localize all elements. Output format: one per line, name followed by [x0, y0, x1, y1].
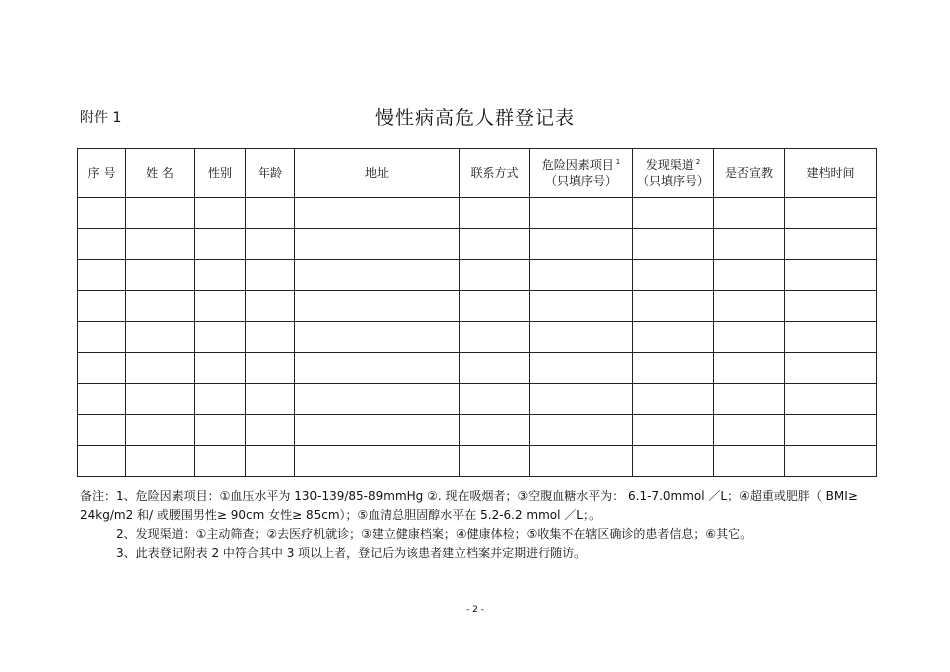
notes — [80, 487, 880, 563]
table-row — [78, 353, 877, 384]
table-cell[interactable] — [714, 229, 785, 260]
table-row — [78, 384, 877, 415]
table-cell[interactable] — [78, 353, 126, 384]
table-row — [78, 260, 877, 291]
table-cell[interactable] — [295, 198, 460, 229]
table-cell[interactable] — [714, 353, 785, 384]
table-header-row — [78, 149, 877, 198]
col-header-discovery-channel: 发现渠道 $^2$ （只填序号） — [633, 149, 714, 198]
table-cell[interactable] — [295, 229, 460, 260]
table-cell[interactable] — [530, 229, 633, 260]
table-cell[interactable] — [295, 415, 460, 446]
table-row — [78, 322, 877, 353]
col-header-serial: 序 号 — [78, 149, 126, 198]
table-cell[interactable] — [78, 260, 126, 291]
page-number: - 2 - — [466, 605, 484, 615]
table-cell[interactable] — [126, 229, 195, 260]
table-cell[interactable] — [195, 353, 246, 384]
table-cell[interactable] — [460, 198, 530, 229]
table-cell[interactable] — [530, 384, 633, 415]
table-cell[interactable] — [126, 446, 195, 477]
table-row — [78, 229, 877, 260]
table-cell[interactable] — [530, 322, 633, 353]
table-cell[interactable] — [195, 415, 246, 446]
table-cell[interactable] — [530, 446, 633, 477]
table-cell[interactable] — [714, 260, 785, 291]
table-cell[interactable] — [195, 322, 246, 353]
note-line-2: 24kg/m2 和/ 或腰围男性≥ 90cm 女性≥ 85cm）；⑤血清总胆固醇水平在 5.2-6.2 mmol ／L；。 — [80, 508, 601, 522]
table-cell[interactable] — [295, 446, 460, 477]
table-cell[interactable] — [295, 260, 460, 291]
table-cell[interactable] — [78, 446, 126, 477]
table-cell[interactable] — [633, 384, 714, 415]
table-cell[interactable] — [530, 198, 633, 229]
table-cell[interactable] — [460, 322, 530, 353]
col-header-address: 地址 — [295, 149, 460, 198]
col-header-education: 是否宣教 — [714, 149, 785, 198]
table-cell[interactable] — [460, 446, 530, 477]
table-cell[interactable] — [195, 291, 246, 322]
note-line-3: 2、发现渠道：①主动筛查；②去医疗机就诊；③建立健康档案；④健康体检；⑤收集不在辖区确诊的患者信息；⑥其它。 — [116, 527, 753, 541]
table-cell[interactable] — [78, 198, 126, 229]
table-cell[interactable] — [78, 415, 126, 446]
col-header-name: 姓 名 — [126, 149, 195, 198]
table-cell[interactable] — [246, 229, 295, 260]
table-cell[interactable] — [714, 291, 785, 322]
table-cell[interactable] — [714, 415, 785, 446]
table-cell[interactable] — [78, 322, 126, 353]
table-cell[interactable] — [460, 353, 530, 384]
table-cell[interactable] — [78, 384, 126, 415]
table-cell[interactable] — [195, 446, 246, 477]
table-cell[interactable] — [633, 260, 714, 291]
table-cell[interactable] — [195, 229, 246, 260]
table-cell[interactable] — [530, 415, 633, 446]
note-line-1: 备注：1、危险因素项目：①血压水平为 130-139/85-89mmHg ②. 现在吸烟者；③空腹血糖水平为： 6.1-7.0mmol ／L；④超重或肥胖（ BMI≥ — [80, 489, 858, 503]
table-cell[interactable] — [785, 446, 877, 477]
table-cell[interactable] — [460, 291, 530, 322]
table-cell[interactable] — [785, 353, 877, 384]
table-cell[interactable] — [633, 322, 714, 353]
table-cell[interactable] — [246, 353, 295, 384]
table-row — [78, 291, 877, 322]
table-cell[interactable] — [633, 198, 714, 229]
table-cell[interactable] — [295, 384, 460, 415]
registration-table — [77, 148, 877, 477]
table-row — [78, 415, 877, 446]
table-cell[interactable] — [714, 198, 785, 229]
table-cell[interactable] — [785, 198, 877, 229]
page-title: 慢性病高危人群登记表 — [374, 107, 575, 129]
table-cell[interactable] — [460, 415, 530, 446]
table-cell[interactable] — [633, 291, 714, 322]
table-cell[interactable] — [126, 260, 195, 291]
table-cell[interactable] — [195, 198, 246, 229]
table-cell[interactable] — [714, 446, 785, 477]
table-cell[interactable] — [195, 384, 246, 415]
table-cell[interactable] — [633, 446, 714, 477]
col-header-risk-factors: 危险因素项目 $^1$ （只填序号） — [530, 149, 633, 198]
table-cell[interactable] — [246, 446, 295, 477]
table-row — [78, 446, 877, 477]
table-cell[interactable] — [785, 384, 877, 415]
table-cell[interactable] — [246, 260, 295, 291]
attachment-label: 附件 1 — [80, 110, 122, 126]
table-cell[interactable] — [78, 229, 126, 260]
table-cell[interactable] — [530, 291, 633, 322]
table-cell[interactable] — [295, 291, 460, 322]
table-cell[interactable] — [126, 384, 195, 415]
table-cell[interactable] — [295, 322, 460, 353]
table-cell[interactable] — [126, 353, 195, 384]
col-header-age: 年龄 — [246, 149, 295, 198]
table-cell[interactable] — [530, 353, 633, 384]
table-cell[interactable] — [460, 260, 530, 291]
table-cell[interactable] — [714, 322, 785, 353]
table-cell[interactable] — [295, 353, 460, 384]
table-cell[interactable] — [633, 353, 714, 384]
table-cell[interactable] — [246, 384, 295, 415]
col-header-gender: 性别 — [195, 149, 246, 198]
table-cell[interactable] — [785, 322, 877, 353]
table-cell[interactable] — [126, 291, 195, 322]
table-cell[interactable] — [78, 291, 126, 322]
note-line-4: 3、此表登记附表 2 中符合其中 3 项以上者，登记后为该患者建立档案并定期进行随访。 — [116, 546, 587, 560]
table-cell[interactable] — [460, 229, 530, 260]
col-header-record-date: 建档时间 — [785, 149, 877, 198]
table-cell[interactable] — [785, 415, 877, 446]
table-cell[interactable] — [246, 291, 295, 322]
table-cell[interactable] — [714, 384, 785, 415]
table-cell[interactable] — [246, 198, 295, 229]
table-body — [78, 198, 877, 477]
table-cell[interactable] — [785, 291, 877, 322]
table-row — [78, 198, 877, 229]
table-cell[interactable] — [246, 415, 295, 446]
table-cell[interactable] — [195, 260, 246, 291]
table-cell[interactable] — [126, 322, 195, 353]
col-header-contact: 联系方式 — [460, 149, 530, 198]
table-cell[interactable] — [785, 229, 877, 260]
table-cell[interactable] — [530, 260, 633, 291]
table-cell[interactable] — [126, 198, 195, 229]
table-cell[interactable] — [460, 384, 530, 415]
table-cell[interactable] — [785, 260, 877, 291]
table-cell[interactable] — [126, 415, 195, 446]
table-cell[interactable] — [633, 415, 714, 446]
table-cell[interactable] — [246, 322, 295, 353]
table-cell[interactable] — [633, 229, 714, 260]
